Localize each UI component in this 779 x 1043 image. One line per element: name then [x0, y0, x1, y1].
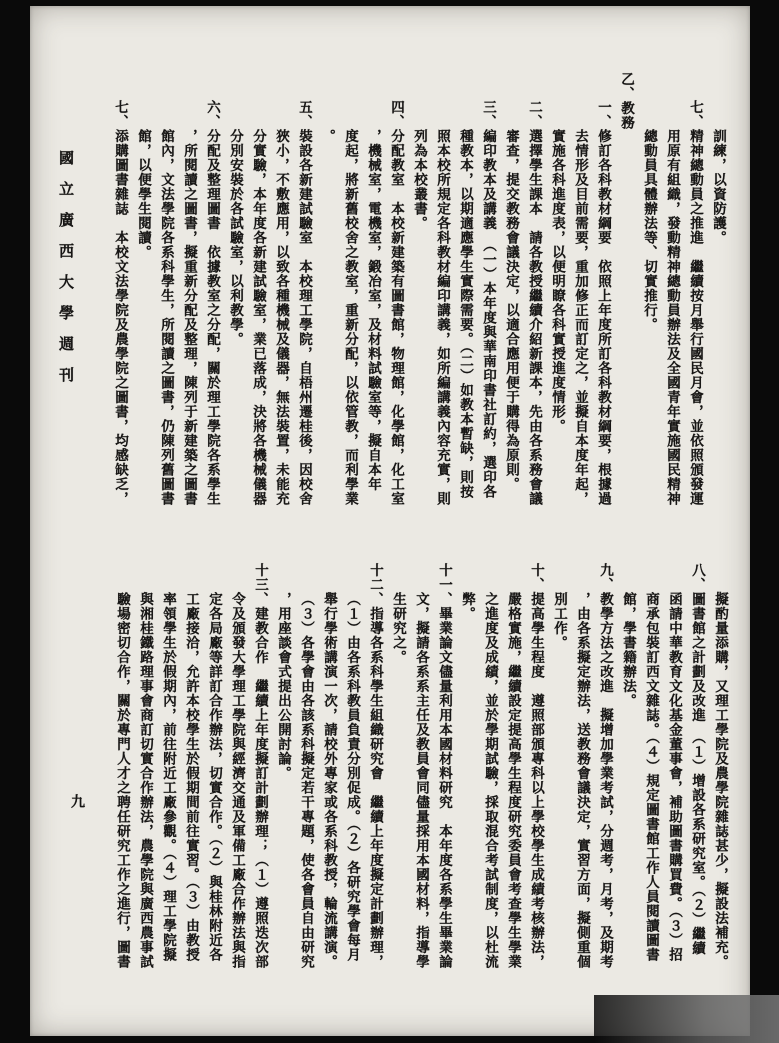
- text-column: 與湘桂鐵路理事會商訂切實合作辦法，農學院與廣西農事試: [138, 592, 153, 969]
- text-column: 之進度及成績，並於學期試驗，採取混合考試制度，以杜流: [483, 592, 498, 969]
- page-number: 九: [69, 794, 84, 808]
- text-column: 十二、指導各系科學生組織研究會 繼續上年度擬定計劃辦理，: [368, 563, 383, 969]
- text-column: 五、裝設各新建試驗室 本校理工學院，自梧州遷桂後，因校舍: [297, 100, 312, 506]
- text-column: （１）由各系科教員負責分別促成。（２）各研究學會每月: [345, 592, 360, 963]
- text-column: ，機械室，電機室，鍛冶室，及材料試驗室等，擬自本年: [366, 129, 381, 492]
- text-column: ，所閱讀之圖書，擬重新分配及整理，陳列于新建築之圖書: [182, 129, 197, 506]
- text-column: （３）各學會由各該系科擬定若干專題，使各會員自由研究: [299, 592, 314, 969]
- text-column: 四、分配教室 本校新建築有圖書館，物理館，化學館，化工室: [389, 100, 404, 506]
- text-column: 去情形及目前需要，重加修正而訂定之，並擬自本度年起，: [573, 129, 588, 506]
- text-column: 定各局廠等詳訂合作辦法，切實合作。（２）與桂林附近各: [207, 592, 222, 963]
- text-column: 十、提高學生程度 遵照部頒專科以上學校學生成績考核辦法，: [529, 563, 544, 969]
- text-column: 生研究之。: [391, 592, 406, 665]
- text-column: ，由各系擬定辦法，送教務會議決定，實習方面，擬側重個: [575, 592, 590, 969]
- text-column: 七、精神總動員之推進 繼續按月舉行國民月會，並依照頒發運: [688, 100, 703, 506]
- text-column: 種教本，以期適應學生實際需要。（二）如教本暫缺，則按: [458, 129, 473, 500]
- text-column: 率領學生於假期內，前往附近工廠參觀。（４）理工學院擬: [161, 592, 176, 963]
- text-column: 別工作。: [552, 592, 567, 650]
- text-column: 舉行學術講演一次，請校外專家或各系科教授，輪流講演。: [322, 592, 337, 969]
- text-column: 三、編印教本及講義 （一）本年度與華南印書社訂約，選印各: [481, 100, 496, 500]
- text-column: 文，擬請各系系主任及教員會同儘量採用本國材料，指導學: [414, 592, 429, 969]
- text-column: 列為本校叢書。: [412, 129, 427, 231]
- text-column: 六、分配及整理圖書 依據教室之分配，關於理工學院各系學生: [205, 100, 220, 506]
- text-column: 八、圖書館之計劃及改進 （１）增設各系研究室。（２）繼續: [690, 563, 705, 956]
- text-column: 館，學書籍辦法。: [621, 592, 636, 708]
- text-column: ，用座談會式提出公開討論。: [276, 592, 291, 781]
- text-column: 商承包裝訂西文雜誌。（４）規定圖書館工作人員閱讀圖書: [644, 592, 659, 963]
- text-column: 十三、建教合作 繼續上年度擬訂計劃辦理；（１）遵照迭次部: [253, 563, 268, 969]
- text-column: 七、添購圖書雜誌 本校文法學院及農學院之圖書，均感缺乏，: [113, 100, 128, 506]
- text-column: 十一、畢業論文儘量利用本國材料研究 本年度各系學生畢業論: [437, 563, 452, 969]
- text-column: 分別安裝於各試驗室，以利教學。: [228, 129, 243, 347]
- text-column: 總動員具體辦法等、切實推行。: [642, 129, 657, 332]
- text-column: 令及頒發大學理工學院與經濟交通及軍備工廠合作辦法與指: [230, 592, 245, 969]
- text-column: 實施各科進度表，以便明瞭各科實授進度情形。: [550, 129, 565, 434]
- text-column: 狹小，不敷應用，以致各種機械及儀器，無法裝置，未能充: [274, 129, 289, 506]
- text-column: 度起，將新舊校舍之教室，重新分配，以依管教，而利學業: [343, 129, 358, 506]
- text-column: 函請中華教育文化基金董事會，補助圖書購買費。（３）招: [667, 592, 682, 963]
- page-paper: [30, 6, 750, 1036]
- text-column: 九、教學方法之改進 擬增加學業考試，分週考，月考，及期考: [598, 563, 613, 969]
- journal-title: 國立廣西大學週刊: [57, 150, 73, 398]
- text-column: 一、修訂各科教材綱要 依照上年度所訂各科教材綱要，根據過: [596, 100, 611, 506]
- text-column: 工廠接洽，允許本校學生於假期間前往實習。（３）由教授: [184, 592, 199, 963]
- text-column: 乙、教務: [619, 72, 634, 130]
- text-column: 驗場密切合作，關於專門人才之聘任研究工作之進行，圖書: [115, 592, 130, 969]
- text-block-top: [109, 72, 730, 524]
- text-column: 館，以便學生閱讀。: [136, 129, 151, 260]
- text-column: 照本校所規定各科教材編印講義，如所編講義內容充實，則: [435, 129, 450, 506]
- text-column: 弊。: [460, 592, 475, 621]
- text-column: 分實驗，本年度各新建試驗室，業已落成，決將各機械儀器: [251, 129, 266, 506]
- text-column: 二、選擇學生課本 請各教授繼續介紹新課本，先由各系務會議: [527, 100, 542, 506]
- text-column: 擬酌量添購，又理工學院及農學院雜誌甚少，擬設法補充。: [713, 592, 728, 969]
- text-column: 用原有組織，發動精神總動員辦法及全國青年實施國民精神: [665, 129, 680, 506]
- text-column: 。: [320, 129, 335, 144]
- scan-edge-artifact: [594, 995, 779, 1043]
- text-column: 訓練，以資防護。: [711, 129, 726, 245]
- text-column: 審查，提交教務會議決定，以適合應用便于購得為原則。: [504, 129, 519, 492]
- text-column: 嚴格實施，繼續設定提高學生程度研究委員會考查學生學業: [506, 592, 521, 969]
- text-column: 館內，文法學院各系科學生，所閱讀之圖書，仍陳列舊圖書: [159, 129, 174, 506]
- text-block-bottom: [111, 563, 732, 1019]
